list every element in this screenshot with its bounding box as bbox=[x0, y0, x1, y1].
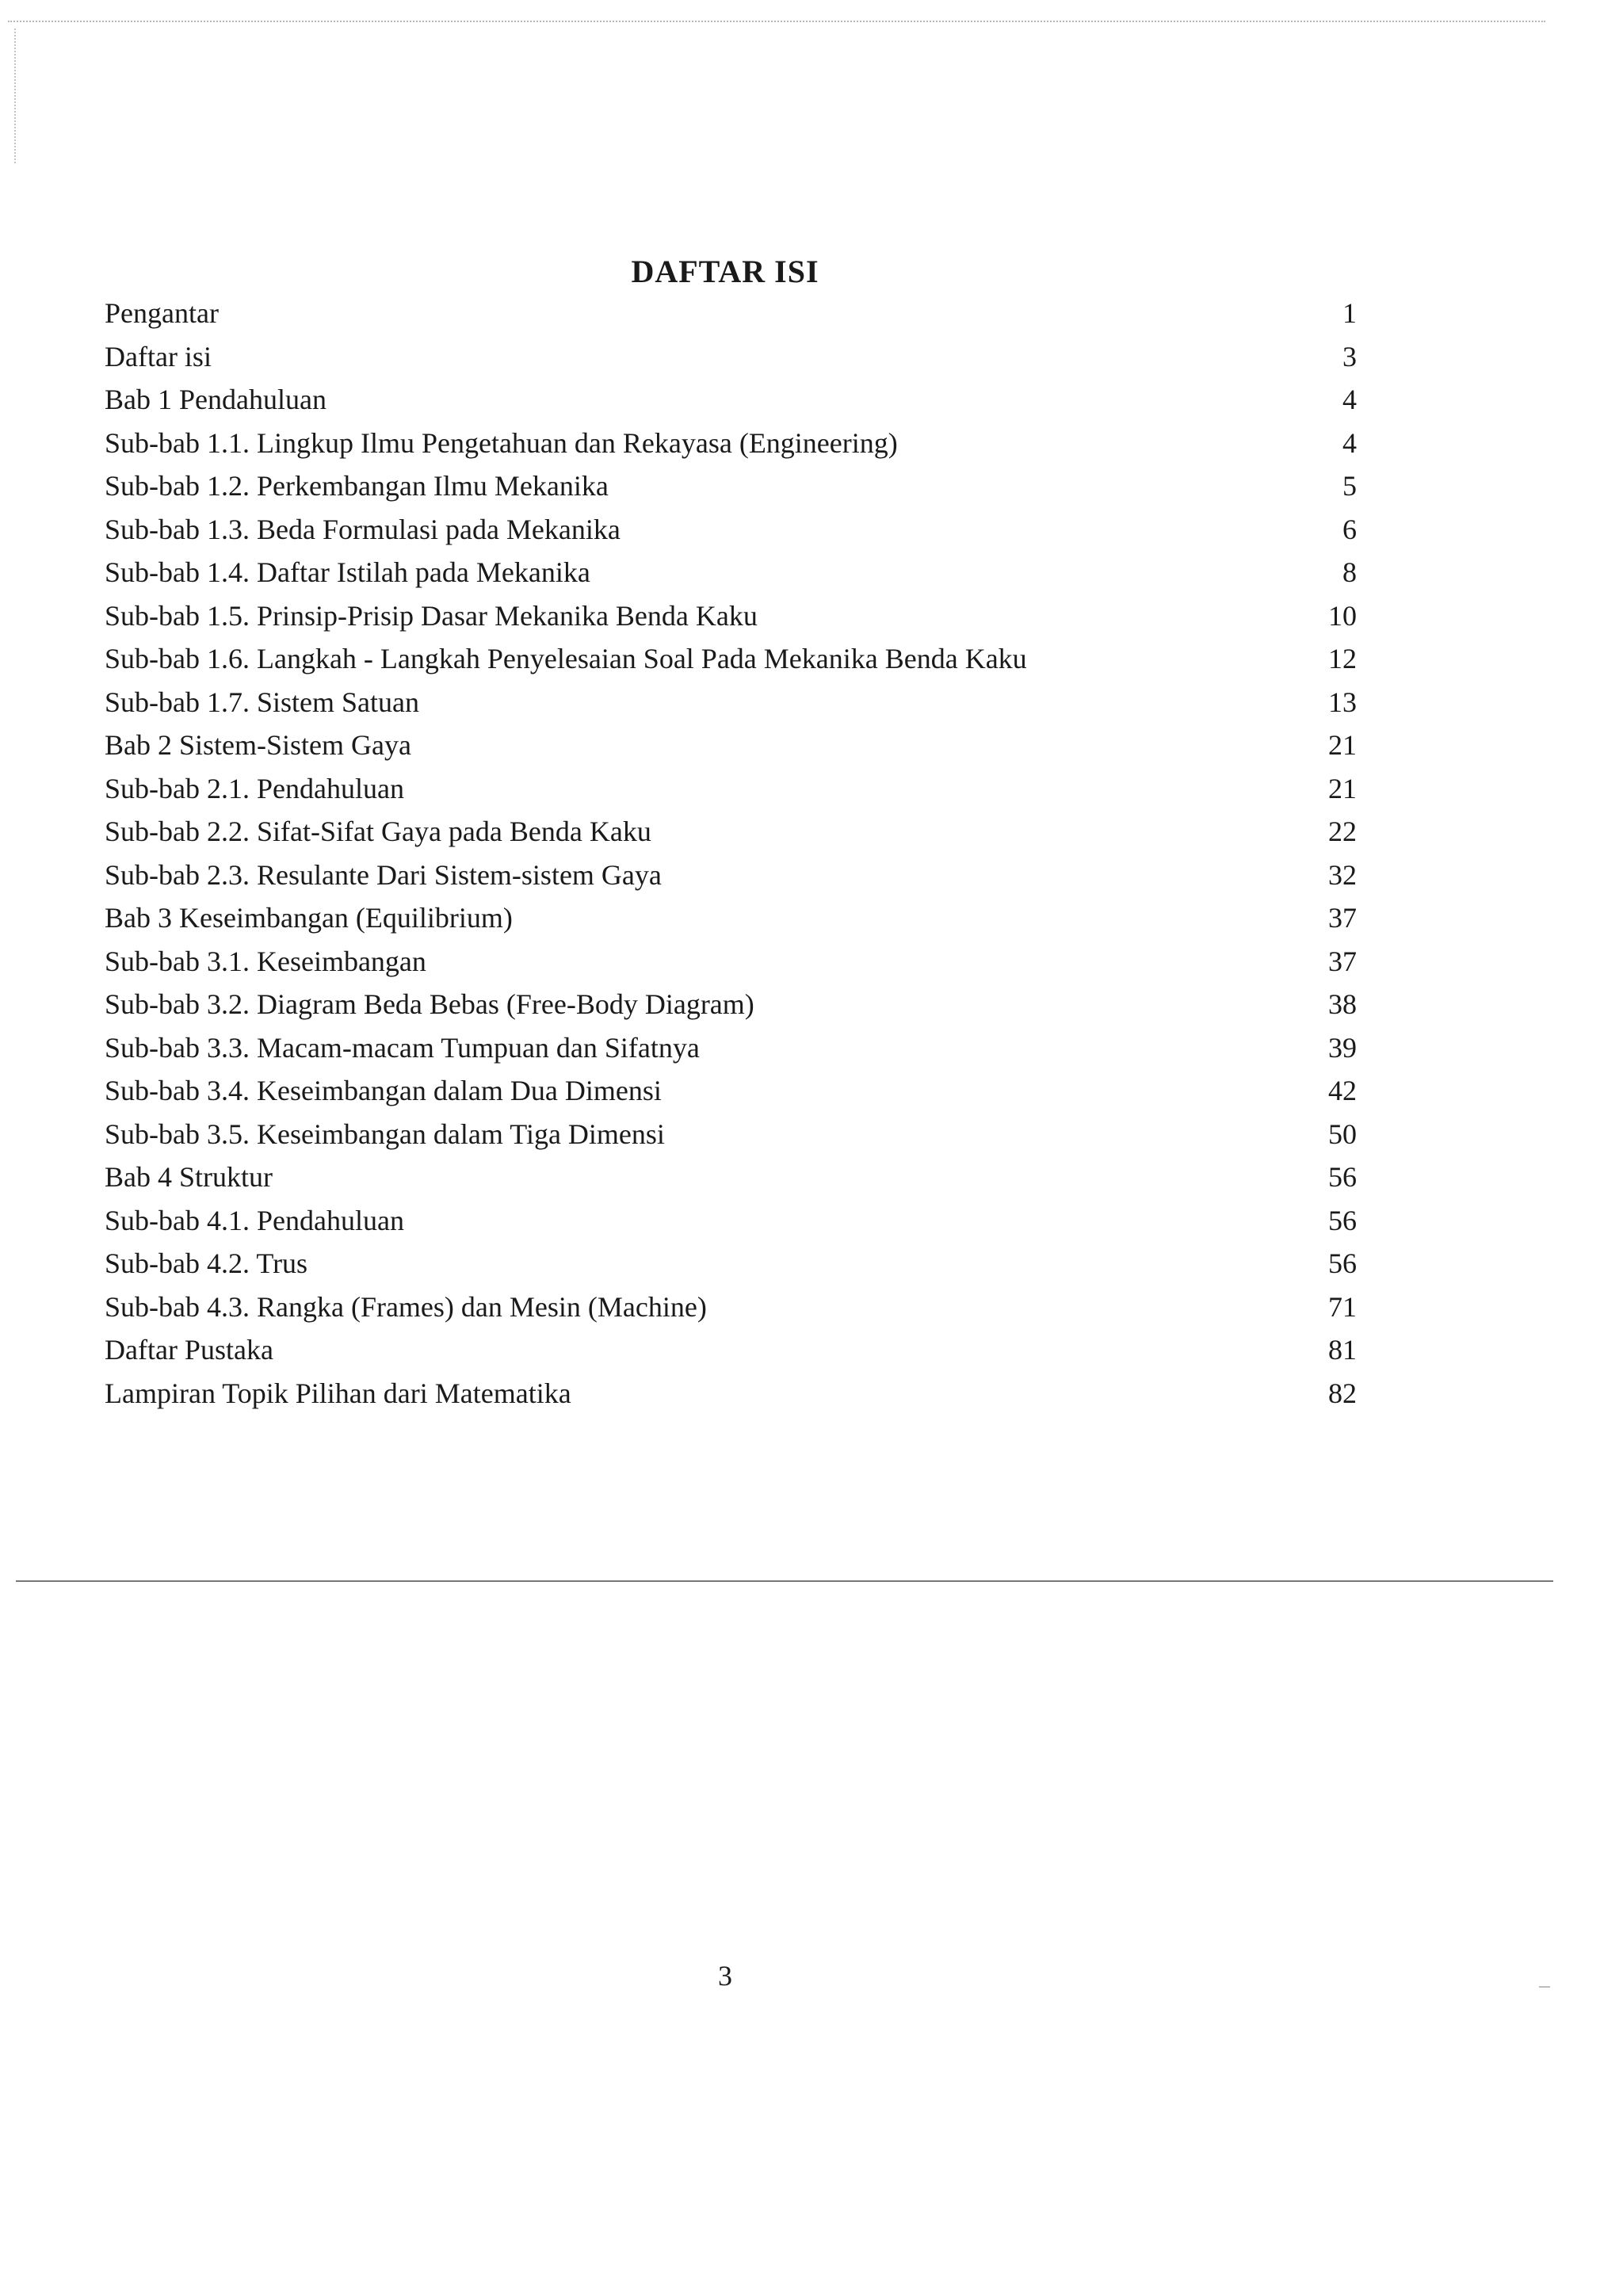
toc-entry bbox=[0, 378, 1623, 422]
toc-entry-label: Daftar Pustaka bbox=[105, 1334, 273, 1366]
toc-entry bbox=[0, 464, 1623, 508]
toc-entry bbox=[0, 1113, 1623, 1156]
toc-entry-label: Sub-bab 1.4. Daftar Istilah pada Mekanika bbox=[105, 556, 590, 588]
toc-entry-page: 71 bbox=[1328, 1290, 1357, 1323]
toc-entry-page: 56 bbox=[1328, 1247, 1357, 1279]
toc-entry-label: Bab 2 Sistem-Sistem Gaya bbox=[105, 729, 411, 761]
scan-artifact-left bbox=[14, 29, 16, 163]
toc-entry-label: Sub-bab 3.5. Keseimbangan dalam Tiga Dimensi bbox=[105, 1117, 665, 1150]
toc-entry-label: Bab 4 Struktur bbox=[105, 1161, 273, 1193]
toc-entry bbox=[0, 940, 1623, 984]
toc-entry-page: 5 bbox=[1342, 470, 1357, 502]
toc-entry-page: 42 bbox=[1328, 1075, 1357, 1106]
toc-entry bbox=[0, 1286, 1623, 1329]
toc-entry-label: Sub-bab 1.7. Sistem Satuan bbox=[105, 686, 419, 718]
toc-entry-label: Sub-bab 3.2. Diagram Beda Bebas (Free-Body Diagram) bbox=[105, 988, 754, 1020]
toc-entry bbox=[0, 854, 1623, 897]
toc-entry-label: Bab 1 Pendahuluan bbox=[105, 384, 327, 415]
toc-entry-page: 81 bbox=[1328, 1334, 1357, 1366]
toc-entry bbox=[0, 1156, 1623, 1199]
toc-entry bbox=[0, 1026, 1623, 1070]
toc-entry bbox=[0, 551, 1623, 594]
margin-mark bbox=[1539, 1986, 1550, 1988]
toc-entry bbox=[0, 810, 1623, 854]
toc-entry-label: Sub-bab 4.3. Rangka (Frames) dan Mesin (Machine) bbox=[105, 1290, 707, 1323]
toc-entry-page: 13 bbox=[1328, 686, 1357, 718]
toc-entry bbox=[0, 508, 1623, 552]
toc-entry-label: Sub-bab 3.3. Macam-macam Tumpuan dan Sifatnya bbox=[105, 1031, 700, 1064]
toc-entry-page: 4 bbox=[1342, 426, 1357, 459]
toc-entry-label: Sub-bab 3.4. Keseimbangan dalam Dua Dimensi bbox=[105, 1075, 662, 1106]
horizontal-rule bbox=[16, 1580, 1553, 1582]
page-number: 3 bbox=[718, 1960, 732, 1992]
toc-entry bbox=[0, 292, 1623, 335]
toc-entry-page: 37 bbox=[1328, 902, 1357, 934]
toc-entry-page: 21 bbox=[1328, 729, 1357, 761]
toc-entry-page: 32 bbox=[1328, 858, 1357, 891]
toc-entry bbox=[0, 335, 1623, 379]
toc-entry bbox=[0, 896, 1623, 940]
toc-entry-page: 21 bbox=[1328, 772, 1357, 804]
toc-entry-page: 38 bbox=[1328, 988, 1357, 1020]
toc-entry-label: Sub-bab 4.2. Trus bbox=[105, 1247, 308, 1279]
toc-entry-page: 12 bbox=[1328, 643, 1357, 674]
toc-entry bbox=[0, 1069, 1623, 1113]
toc-entry-page: 10 bbox=[1328, 599, 1357, 632]
toc-entry-label: Pengantar bbox=[105, 297, 219, 329]
toc-entry-label: Daftar isi bbox=[105, 340, 212, 372]
toc-entry-label: Sub-bab 3.1. Keseimbangan bbox=[105, 945, 426, 977]
toc-entry-label: Sub-bab 1.1. Lingkup Ilmu Pengetahuan dan Rekayasa (Engineering) bbox=[105, 426, 898, 459]
toc-entry-page: 39 bbox=[1328, 1031, 1357, 1064]
toc-entry-page: 56 bbox=[1328, 1161, 1357, 1193]
toc-entry-page: 82 bbox=[1328, 1377, 1357, 1409]
toc-entry-label: Sub-bab 4.1. Pendahuluan bbox=[105, 1204, 404, 1236]
toc-entry bbox=[0, 422, 1623, 465]
toc-entry-label: Lampiran Topik Pilihan dari Matematika bbox=[105, 1377, 571, 1409]
toc-entry-page: 22 bbox=[1328, 816, 1357, 847]
toc-entry bbox=[0, 767, 1623, 811]
toc-entry-page: 50 bbox=[1328, 1117, 1357, 1150]
toc-entry-label: Sub-bab 1.3. Beda Formulasi pada Mekanika bbox=[105, 513, 621, 545]
table-of-contents bbox=[0, 292, 1623, 1415]
toc-entry-page: 6 bbox=[1342, 513, 1357, 545]
toc-entry-page: 3 bbox=[1342, 340, 1357, 372]
toc-entry-label: Sub-bab 2.2. Sifat-Sifat Gaya pada Benda Kaku bbox=[105, 816, 651, 847]
toc-entry-page: 4 bbox=[1342, 384, 1357, 415]
toc-entry-label: Sub-bab 1.5. Prinsip-Prisip Dasar Mekanika Benda Kaku bbox=[105, 599, 758, 632]
toc-entry bbox=[0, 983, 1623, 1026]
toc-entry bbox=[0, 1328, 1623, 1372]
toc-entry-label: Bab 3 Keseimbangan (Equilibrium) bbox=[105, 902, 513, 934]
toc-entry-label: Sub-bab 1.2. Perkembangan Ilmu Mekanika bbox=[105, 470, 609, 502]
toc-entry-page: 1 bbox=[1342, 297, 1357, 329]
toc-entry bbox=[0, 1199, 1623, 1243]
page-title: DAFTAR ISI bbox=[631, 253, 819, 289]
toc-entry-page: 56 bbox=[1328, 1204, 1357, 1236]
toc-entry bbox=[0, 594, 1623, 638]
toc-entry bbox=[0, 681, 1623, 724]
toc-entry-label: Sub-bab 2.3. Resulante Dari Sistem-sistem Gaya bbox=[105, 858, 662, 891]
toc-entry bbox=[0, 1242, 1623, 1286]
toc-entry bbox=[0, 1372, 1623, 1415]
toc-entry-page: 37 bbox=[1328, 945, 1357, 977]
scan-artifact-top bbox=[8, 21, 1545, 22]
toc-entry-label: Sub-bab 1.6. Langkah - Langkah Penyelesaian Soal Pada Mekanika Benda Kaku bbox=[105, 643, 1027, 674]
toc-entry bbox=[0, 637, 1623, 681]
toc-entry bbox=[0, 724, 1623, 767]
toc-entry-page: 8 bbox=[1342, 556, 1357, 588]
toc-entry-label: Sub-bab 2.1. Pendahuluan bbox=[105, 772, 404, 804]
